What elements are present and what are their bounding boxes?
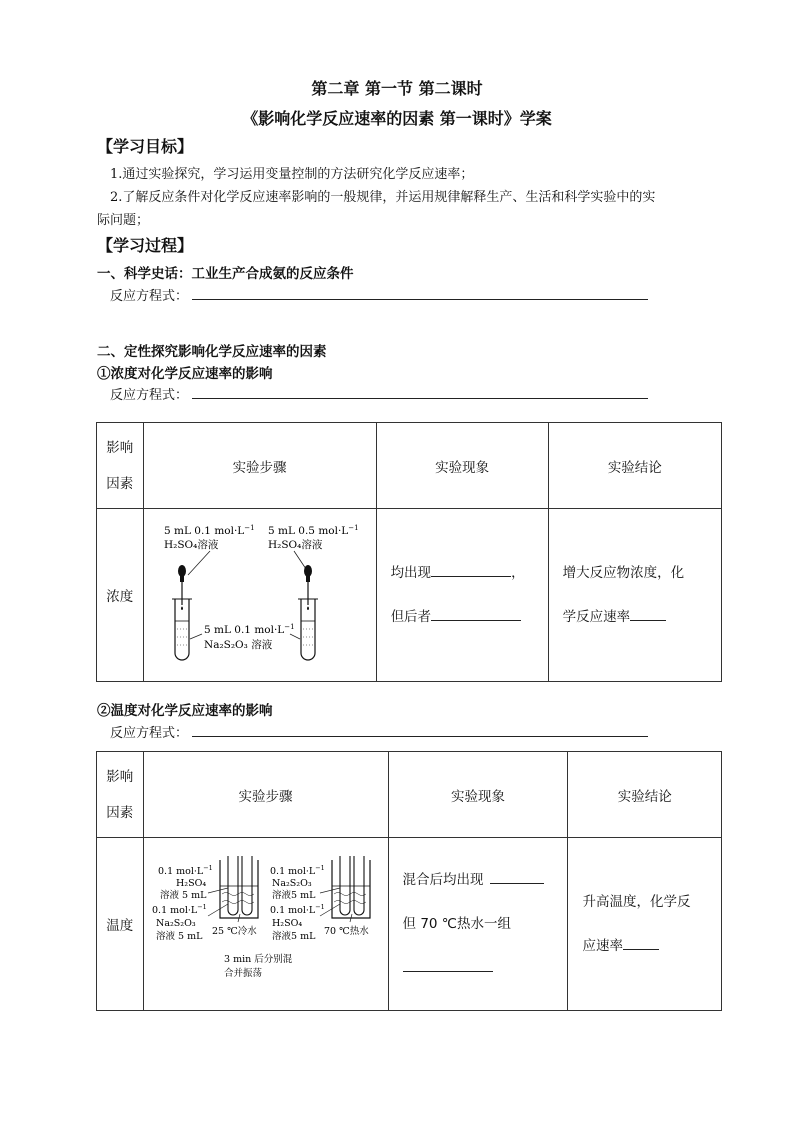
process-heading: 【学习过程】 xyxy=(97,236,194,255)
page-subtitle: 《影响化学反应速率的因素 第一课时》学案 xyxy=(242,109,552,128)
right-label-2: Na₂S₂O₃ xyxy=(271,878,312,889)
left-reagent-label-1: 5 mL 0.1 $mol\cdot L^{-1}$ xyxy=(163,524,255,537)
right-dropper-icon xyxy=(304,565,312,610)
temp-phenomenon-text-1: 混合后均出现 xyxy=(402,872,484,888)
hot-beaker-icon xyxy=(320,856,370,922)
table-header-row xyxy=(97,423,722,509)
factor-temperature: 温度 xyxy=(97,838,144,1011)
right-label-1: 0.1 $mol\cdot L^{-1}$ xyxy=(269,864,325,877)
sub1-title: ①浓度对化学反应速率的影响 xyxy=(97,366,273,382)
temp-phenomenon-blank-1[interactable] xyxy=(490,882,544,884)
equation-label-3: 反应方程式： xyxy=(110,726,189,741)
factor-header-2-top: 影响 xyxy=(106,768,134,785)
mix-note-2: 合并振荡 xyxy=(223,968,262,979)
equation-label-1: 反应方程式： xyxy=(110,289,189,304)
steps-header: 实验步骤 xyxy=(143,423,376,509)
factor-concentration: 浓度 xyxy=(97,509,144,682)
factor-header-bottom: 因素 xyxy=(106,475,134,492)
goals-heading: 【学习目标】 xyxy=(97,137,194,156)
concentration-conclusion-cell xyxy=(548,509,721,682)
cold-water-label: 25 ℃冷水 xyxy=(211,926,257,937)
goal-item-2-continued: 际问题； xyxy=(97,213,150,228)
concentration-diagram-cell xyxy=(143,509,376,682)
temperature-conclusion-cell xyxy=(568,838,722,1011)
temp-conclusion-blank[interactable] xyxy=(623,948,659,950)
equation-blank-2[interactable] xyxy=(192,398,648,399)
temperature-phenomenon-cell xyxy=(388,838,568,1011)
sub2-title: ②温度对化学反应速率的影响 xyxy=(97,703,273,719)
phenomenon-blank-1[interactable] xyxy=(431,575,511,577)
right-label-3: 溶液5 mL xyxy=(271,890,315,901)
cold-beaker-icon xyxy=(208,856,258,922)
equation-label-2: 反应方程式： xyxy=(110,388,189,403)
equation-blank-1[interactable] xyxy=(192,299,648,300)
temp-conclusion-text-1: 升高温度，化学反 xyxy=(582,894,691,910)
phenomenon-header: 实验现象 xyxy=(376,423,548,509)
part1-title: 一、科学史话：工业生产合成氨的反应条件 xyxy=(97,266,354,282)
left-label-5: Na₂S₂O₃ xyxy=(155,918,196,929)
part2-title: 二、定性探究影响化学反应速率的因素 xyxy=(97,344,327,360)
right-label-6: 溶液5 mL xyxy=(271,931,315,942)
conclusion-text-1: 增大反应物浓度，化 xyxy=(562,565,685,581)
phenomenon-text-2: 但后者 xyxy=(390,609,432,625)
goal-item-2: 2.了解反应条件对化学反应速率影响的一般规律，并运用规律解释生产、生活和科学实验中的实 xyxy=(110,190,656,205)
temp-phenomenon-blank-2[interactable] xyxy=(403,970,493,972)
temperature-diagram-cell xyxy=(143,838,388,1011)
page-title: 第二章 第一节 第二课时 xyxy=(311,79,483,98)
temp-conclusion-line-2 xyxy=(582,924,721,968)
right-label-4: 0.1 $mol\cdot L^{-1}$ xyxy=(269,903,325,916)
goal-item-1: 1.通过实验探究，学习运用变量控制的方法研究化学反应速率； xyxy=(110,167,474,182)
phenomenon-comma: ， xyxy=(511,565,525,581)
conclusion-header-2: 实验结论 xyxy=(568,752,722,838)
phenomenon-blank-2[interactable] xyxy=(431,619,521,621)
phenomenon-header-2: 实验现象 xyxy=(388,752,568,838)
phenomenon-text-1: 均出现 xyxy=(390,565,432,581)
conclusion-text-2: 学反应速率 xyxy=(562,609,631,625)
left-label-6: 溶液 5 mL xyxy=(155,931,202,942)
factor-header-2-bottom: 因素 xyxy=(106,804,134,821)
factor-header-2 xyxy=(97,752,144,838)
left-label-4: 0.1 $mol\cdot L^{-1}$ xyxy=(151,903,207,916)
concentration-row xyxy=(97,509,722,682)
temp-phenomenon-text-2: 但 70 ℃热水一组 xyxy=(402,916,511,932)
conclusion-line-2 xyxy=(563,595,721,639)
middle-reagent-label-2: Na₂S₂O₃ 溶液 xyxy=(203,639,272,651)
conclusion-header: 实验结论 xyxy=(548,423,721,509)
factor-header xyxy=(97,423,144,509)
temperature-table xyxy=(96,751,722,1011)
mix-note-1: 3 min 后分别混 xyxy=(223,954,292,965)
hot-water-label: 70 ℃热水 xyxy=(323,926,369,937)
concentration-table xyxy=(96,422,722,682)
concentration-experiment-diagram xyxy=(144,509,376,677)
left-label-3: 溶液 5 mL xyxy=(159,890,206,901)
concentration-phenomenon-cell xyxy=(376,509,548,682)
temp-conclusion-text-2: 应速率 xyxy=(582,938,623,954)
phenomenon-line-1 xyxy=(391,551,548,595)
right-reagent-label-2: H₂SO₄溶液 xyxy=(267,539,322,551)
left-reagent-label-2: H₂SO₄溶液 xyxy=(163,539,218,551)
conclusion-blank-1[interactable] xyxy=(630,619,666,621)
left-dropper-icon xyxy=(178,565,186,610)
equation-blank-3[interactable] xyxy=(192,736,648,737)
right-label-5: H₂SO₄ xyxy=(271,918,302,929)
phenomenon-line-2 xyxy=(391,595,548,639)
factor-header-top: 影响 xyxy=(106,439,134,456)
right-reagent-label-1: 5 mL 0.5 $mol\cdot L^{-1}$ xyxy=(267,524,359,537)
middle-reagent-label-1: 5 mL 0.1 $mol\cdot L^{-1}$ xyxy=(203,623,295,636)
temp-phenomenon-line-1 xyxy=(403,858,568,902)
temp-phenomenon-line-3 xyxy=(403,946,568,990)
left-label-2: H₂SO₄ xyxy=(175,878,206,889)
steps-header-2: 实验步骤 xyxy=(143,752,388,838)
temperature-row xyxy=(97,838,722,1011)
left-label-1: 0.1 $mol\cdot L^{-1}$ xyxy=(157,864,213,877)
temperature-experiment-diagram xyxy=(144,838,388,1006)
table2-header-row xyxy=(97,752,722,838)
